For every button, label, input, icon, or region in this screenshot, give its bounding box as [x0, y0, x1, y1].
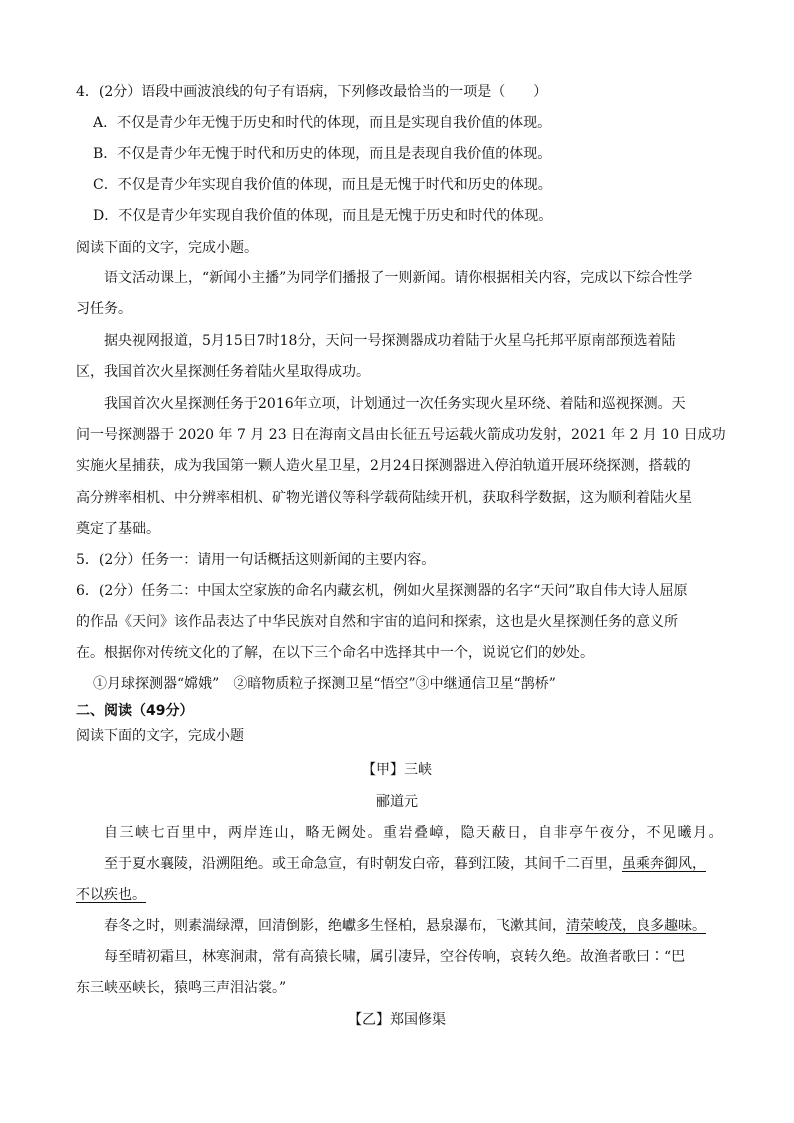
jia-p1: 自三峡七百里中，两岸连山，略无阙处。重岩叠嶂，隐天蔽日，自非亭午夜分，不见曦月。	[104, 825, 724, 841]
jia-p2-underline: 虽乘奔御风，	[622, 856, 706, 872]
q4-option-a: A．不仅是青少年无愧于历史和时代的体现，而且是实现自我价值的体现。	[93, 115, 552, 131]
news-p3-line4: 高分辨率相机、中分辨率相机、矿物光谱仪等科学载荷陆续开机，获取科学数据，这为顺利着陆火星	[76, 490, 692, 506]
reading-instruction: 阅读下面的文字，完成小题。	[76, 240, 258, 256]
section-heading: 二、阅读（49分）	[76, 703, 194, 719]
news-p2-line2: 区，我国首次火星探测任务着陆火星取得成功。	[76, 364, 370, 380]
jia-p3-text: 春冬之时，则素湍绿潭，回清倒影，绝巘多生怪柏，悬泉瀑布，飞漱其间，	[104, 918, 566, 934]
q4-stem: 4．(2分）语段中画波浪线的句子有语病，下列修改最恰当的一项是（ ）	[76, 84, 548, 100]
q4-option-d: D．不仅是青少年实现自我价值的体现，而且是无愧于历史和时代的体现。	[93, 208, 553, 224]
section-instruction: 阅读下面的文字，完成小题	[76, 728, 244, 744]
news-p2-line1: 据央视网报道，5月15日7时18分，天问一号探测器成功着陆于火星乌托邦平原南部预选着陆	[104, 333, 676, 349]
news-p3-line5: 奠定了基础。	[76, 521, 160, 537]
q6-line1: 6．(2分）任务二：中国太空家族的命名内藏玄机，例如火星探测器的名字“天问”取自伟大诗人屈原	[76, 583, 688, 599]
news-p1-line2: 习任务。	[76, 301, 132, 317]
news-p1-line1: 语文活动课上，“新闻小主播”为同学们播报了一则新闻。请你根据相关内容，完成以下综合性学	[104, 270, 693, 286]
jia-p2-line2: 不以疾也。	[76, 887, 146, 903]
question-5: 5．(2分）任务一：请用一句话概括这则新闻的主要内容。	[76, 552, 436, 568]
jia-p2-line1	[104, 854, 706, 874]
jia-p4-line2: 东三峡巫峡长，猿鸣三声泪沾裳。”	[76, 980, 287, 996]
jia-p3	[104, 916, 706, 936]
q6-choices: ①月球探测器“嫦娥” ②暗物质粒子探测卫星“悟空”③中继通信卫星“鹊桥”	[93, 676, 556, 692]
q4-option-b: B．不仅是青少年无愧于时代和历史的体现，而且是表现自我价值的体现。	[93, 146, 552, 162]
passage-title-yi: 【乙】郑国修渠	[348, 1012, 446, 1028]
q6-line3: 在。根据你对传统文化的了解，在以下三个命名中选择其中一个，说说它们的妙处。	[76, 645, 594, 661]
news-p3-line3: 实施火星捕获，成为我国第一颗人造火星卫星，2月24日探测器进入停泊轨道开展环绕探测，搭载的	[76, 458, 691, 474]
passage-title-jia: 【甲】三峡	[362, 762, 432, 778]
jia-p2-text: 至于夏水襄陵，沿溯阻绝。或王命急宣，有时朝发白帝，暮到江陵，其间千二百里，	[104, 856, 622, 872]
jia-p3-underline: 清荣峻茂，良多趣味。	[566, 918, 706, 934]
jia-p4-line1: 每至晴初霜旦，林寒涧肃，常有高猿长啸，属引凄异，空谷传响，哀转久绝。故渔者歌曰∶“巴	[104, 949, 686, 965]
passage-author: 郦道元	[376, 794, 418, 810]
news-p3-line1: 我国首次火星探测任务于2016年立项，计划通过一次任务实现火星环绕、着陆和巡视探测。天	[104, 396, 686, 412]
q4-option-c: C．不仅是青少年实现自我价值的体现，而且是无愧于时代和历史的体现。	[93, 177, 552, 193]
q6-line2: 的作品《天问》该作品表达了中华民族对自然和宇宙的追问和探索，这也是火星探测任务的意义所	[76, 614, 678, 630]
news-p3-line2: 问一号探测器于 2020 年 7 月 23 日在海南文昌由长征五号运载火箭成功发射，2021 年 2 月 10 日成功	[76, 427, 726, 443]
